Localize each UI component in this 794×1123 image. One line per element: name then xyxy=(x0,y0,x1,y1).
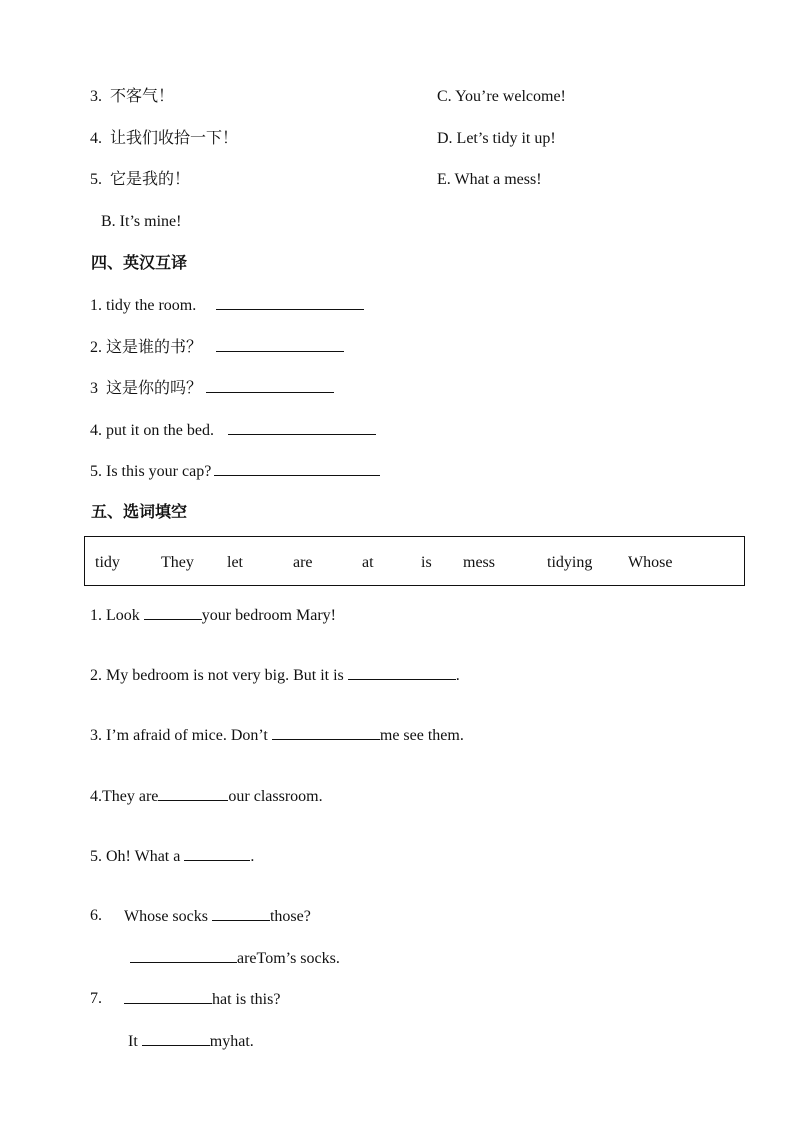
fill-question-7-text-a: hat is this? xyxy=(212,991,281,1008)
fill-blank-6b[interactable] xyxy=(130,948,237,963)
word-bank-box xyxy=(84,536,745,586)
translate-item-3-text: 3 这是你的吗？ xyxy=(90,380,203,397)
fill-question-3-text-a: 3. I’m afraid of mice. Don’t xyxy=(90,727,272,744)
fill-question-7-line-2-text-a: It xyxy=(128,1033,142,1050)
word-bank-word: mess xyxy=(463,554,495,571)
section-5-heading: 五、选词填空 xyxy=(91,504,188,521)
fill-question-6-number: 6. xyxy=(90,907,102,924)
fill-question-6-text-a: Whose socks xyxy=(124,908,212,925)
fill-question-6 xyxy=(124,906,311,927)
matching-left-5: 5. 它是我的！ xyxy=(90,171,191,188)
matching-extra-b: B. It’s mine! xyxy=(101,213,182,230)
fill-question-7-line-2-text-b: myhat. xyxy=(209,1033,254,1050)
fill-blank-7a[interactable] xyxy=(124,989,212,1004)
fill-blank-3[interactable] xyxy=(272,725,380,740)
fill-question-5 xyxy=(90,846,254,867)
translate-item-3 xyxy=(90,378,334,399)
fill-question-3-text-b: me see them. xyxy=(379,727,464,744)
word-bank-word: is xyxy=(421,554,432,571)
fill-blank-4[interactable] xyxy=(158,786,228,801)
matching-right-d: D. Let’s tidy it up! xyxy=(437,130,556,147)
fill-blank-2[interactable] xyxy=(348,665,456,680)
fill-blank-1[interactable] xyxy=(144,605,202,620)
translate-blank-1[interactable] xyxy=(216,295,364,310)
fill-question-1-text-a: 1. Look xyxy=(90,607,144,624)
fill-question-3 xyxy=(90,725,464,746)
translate-item-4-text: 4. put it on the bed. xyxy=(90,422,214,439)
translate-item-5 xyxy=(90,461,380,482)
fill-question-2-text-b: . xyxy=(455,667,460,684)
fill-question-1 xyxy=(90,605,336,626)
fill-question-6-line-2 xyxy=(130,948,340,969)
word-bank-word: They xyxy=(161,554,194,571)
fill-question-1-text-b: your bedroom Mary! xyxy=(201,607,336,624)
translate-item-5-text: 5. Is this your cap? xyxy=(90,463,212,480)
translate-blank-3[interactable] xyxy=(206,378,334,393)
translate-item-1 xyxy=(90,295,364,316)
section-4-heading: 四、英汉互译 xyxy=(91,255,188,272)
translate-item-4 xyxy=(90,420,376,441)
fill-question-7-line-2 xyxy=(128,1031,254,1052)
matching-left-3: 3. 不客气！ xyxy=(90,88,175,105)
translate-item-2 xyxy=(90,337,344,358)
fill-question-5-text-b: . xyxy=(250,848,255,865)
matching-right-c: C. You’re welcome! xyxy=(437,88,566,105)
fill-question-4-text-b: our classroom. xyxy=(228,788,323,805)
translate-blank-5[interactable] xyxy=(214,461,380,476)
word-bank-word: Whose xyxy=(628,554,673,571)
matching-right-e: E. What a mess! xyxy=(437,171,542,188)
fill-question-7 xyxy=(124,989,280,1010)
translate-blank-2[interactable] xyxy=(216,337,344,352)
word-bank-word: at xyxy=(362,554,374,571)
fill-question-5-text-a: 5. Oh! What a xyxy=(90,848,185,865)
fill-question-4-text-a: 4.They are xyxy=(90,788,159,805)
fill-blank-5[interactable] xyxy=(184,846,250,861)
fill-question-4 xyxy=(90,786,323,807)
fill-question-6-line-2-text: areTom’s socks. xyxy=(237,950,340,967)
fill-blank-6a[interactable] xyxy=(212,906,270,921)
translate-blank-4[interactable] xyxy=(228,420,376,435)
matching-left-4: 4. 让我们收拾一下！ xyxy=(90,130,239,147)
fill-question-6-text-b: those? xyxy=(269,908,311,925)
fill-blank-7b[interactable] xyxy=(142,1031,210,1046)
fill-question-2 xyxy=(90,665,460,686)
fill-question-7-number: 7. xyxy=(90,990,102,1007)
word-bank-word: are xyxy=(293,554,313,571)
word-bank-word: let xyxy=(227,554,243,571)
translate-item-2-text: 2. 这是谁的书？ xyxy=(90,339,203,356)
translate-item-1-text: 1. tidy the room. xyxy=(90,297,197,314)
word-bank-word: tidying xyxy=(547,554,593,571)
word-bank-word: tidy xyxy=(95,554,120,571)
fill-question-2-text-a: 2. My bedroom is not very big. But it is xyxy=(90,667,348,684)
